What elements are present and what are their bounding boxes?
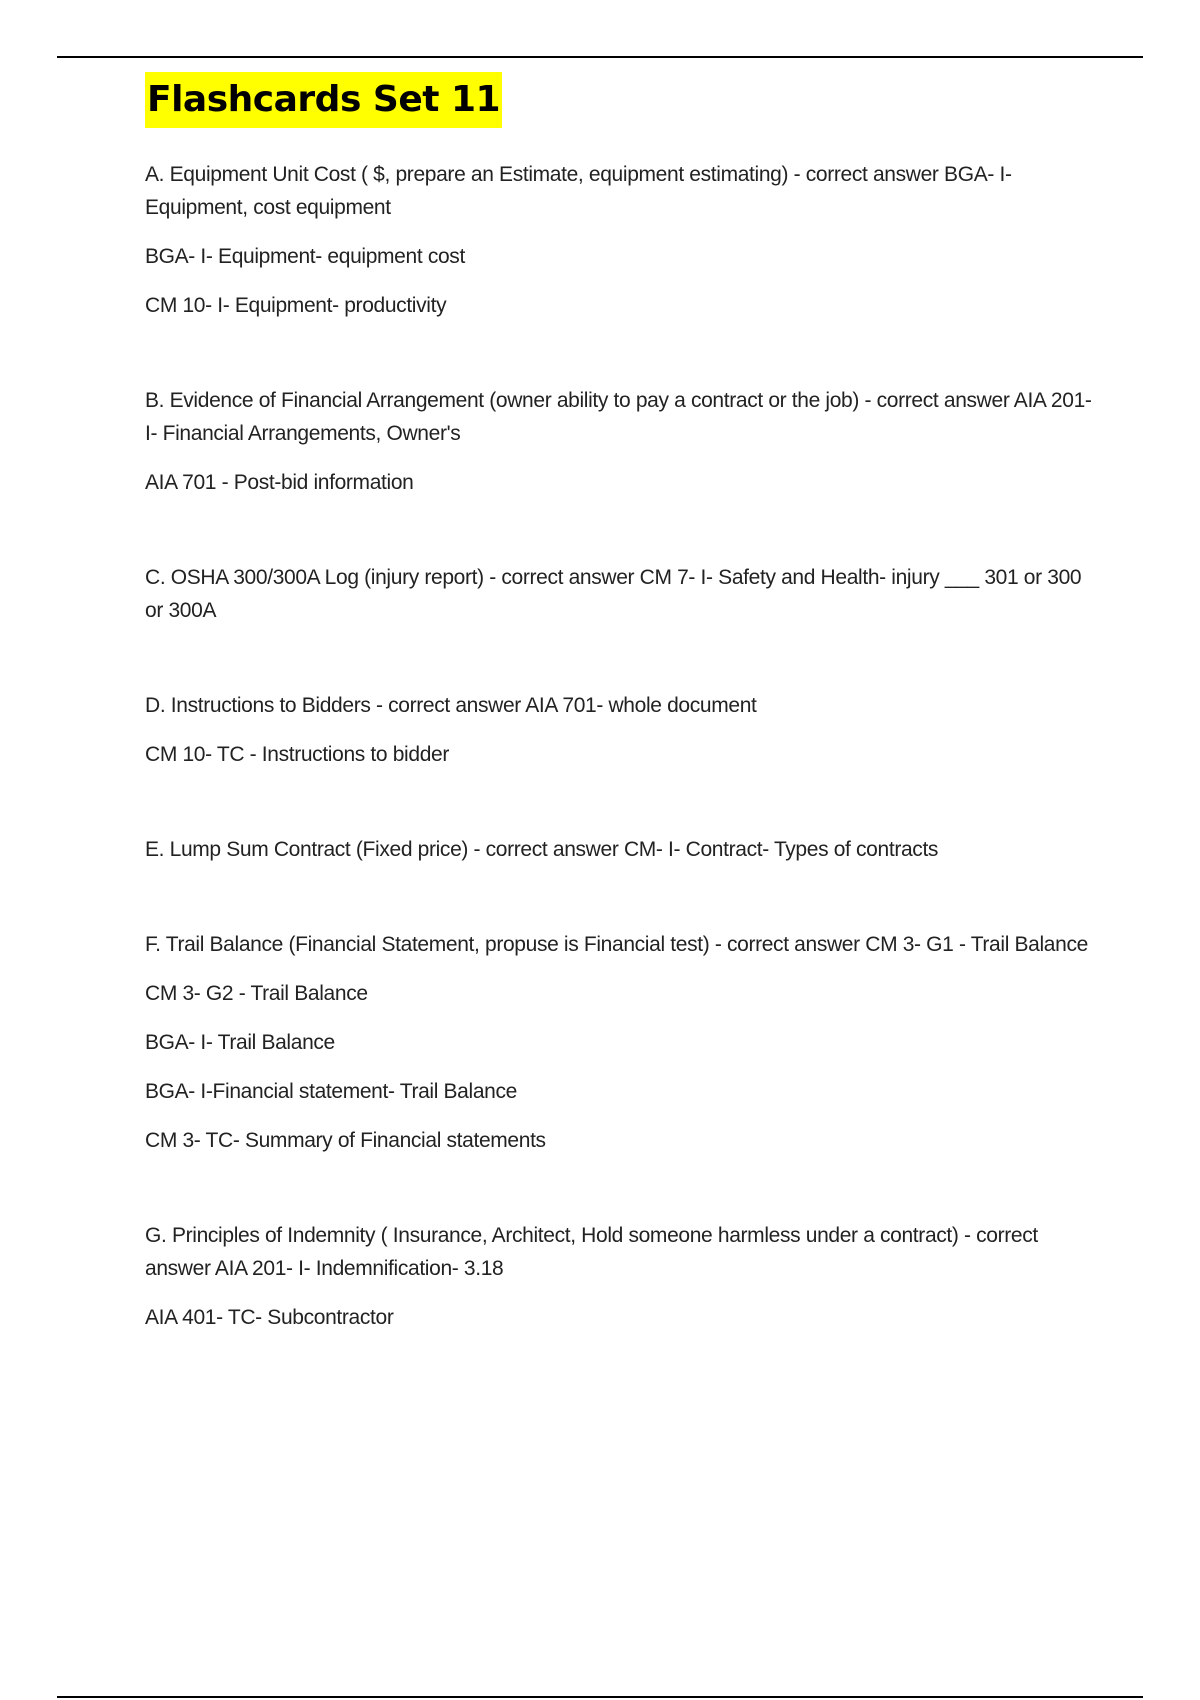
footer-rule	[57, 1696, 1143, 1698]
flashcard-reference: BGA- I- Equipment- equipment cost	[145, 245, 465, 268]
flashcard-a	[145, 158, 1095, 322]
flashcard-g	[145, 1219, 1095, 1334]
flashcard-question: E. Lump Sum Contract (Fixed price) - correct answer CM- I- Contract- Types of contracts	[145, 838, 939, 861]
flashcard-f	[145, 928, 1095, 1157]
flashcard-reference: CM 3- TC- Summary of Financial statements	[145, 1129, 546, 1152]
flashcard-e	[145, 833, 1095, 866]
header-rule	[57, 56, 1143, 58]
flashcard-question: A. Equipment Unit Cost ( $, prepare an Estimate, equipment estimating) - correct answer BGA- I- Equipment, cost equipment	[145, 163, 1012, 219]
flashcard-reference: CM 10- TC - Instructions to bidder	[145, 743, 449, 766]
flashcard-reference: CM 3- G2 - Trail Balance	[145, 982, 368, 1005]
flashcard-reference: CM 10- I- Equipment- productivity	[145, 294, 447, 317]
flashcard-reference: BGA- I- Trail Balance	[145, 1031, 335, 1054]
flashcard-reference: AIA 701 - Post-bid information	[145, 471, 414, 494]
flashcard-b	[145, 384, 1095, 499]
flashcard-question: G. Principles of Indemnity ( Insurance, Architect, Hold someone harmless under a contract) - correct answer AIA 201- I- Indemnification- 3.18	[145, 1224, 1038, 1280]
flashcard-c	[145, 561, 1095, 627]
flashcard-question: D. Instructions to Bidders - correct answer AIA 701- whole document	[145, 694, 757, 717]
page-title: Flashcards Set 11	[145, 72, 502, 128]
document-body	[145, 72, 1095, 1396]
flashcard-question: F. Trail Balance (Financial Statement, propuse is Financial test) - correct answer CM 3- G1 - Trail Balance	[145, 933, 1088, 956]
flashcard-reference: AIA 401- TC- Subcontractor	[145, 1306, 394, 1329]
flashcard-question: C. OSHA 300/300A Log (injury report) - correct answer CM 7- I- Safety and Health- injury ___ 301 or 300 or 300A	[145, 566, 1082, 622]
flashcard-reference: BGA- I-Financial statement- Trail Balance	[145, 1080, 517, 1103]
flashcard-d	[145, 689, 1095, 771]
flashcard-question: B. Evidence of Financial Arrangement (owner ability to pay a contract or the job) - correct answer AIA 201- I- Financial Arrangements, Owner's	[145, 389, 1092, 445]
